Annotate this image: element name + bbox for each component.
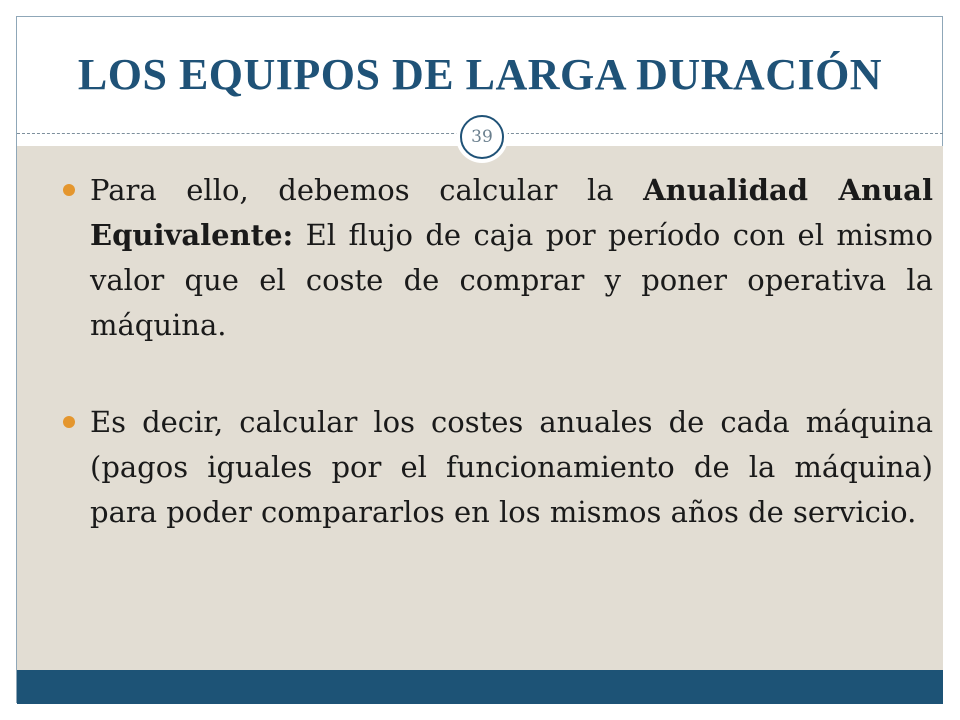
slide-title: LOS EQUIPOS DE LARGA DURACIÓN <box>77 50 883 99</box>
bullet-text-bold: Anualidad Anual Equivalente: <box>90 173 933 252</box>
bullet-icon <box>63 416 75 428</box>
bullet-text <box>90 400 933 535</box>
bullet-icon <box>63 184 75 196</box>
page-number-badge <box>456 111 508 163</box>
bullet-text-before: Para ello, debemos calcular la <box>90 173 644 207</box>
content-area <box>17 146 943 670</box>
bottom-bar <box>17 670 943 704</box>
page-number: 39 <box>460 115 504 159</box>
bullet-text <box>90 168 933 348</box>
bullet-text-before: Es decir, calcular los costes anuales de cada máquina (pagos iguales por el funcionamiento de la máquina) para poder compararlos en los mismos años de servicio. <box>90 405 933 529</box>
bullet-text-after: El flujo de caja por período con el mismo valor que el coste de comprar y poner operativa la máquina. <box>90 218 933 342</box>
